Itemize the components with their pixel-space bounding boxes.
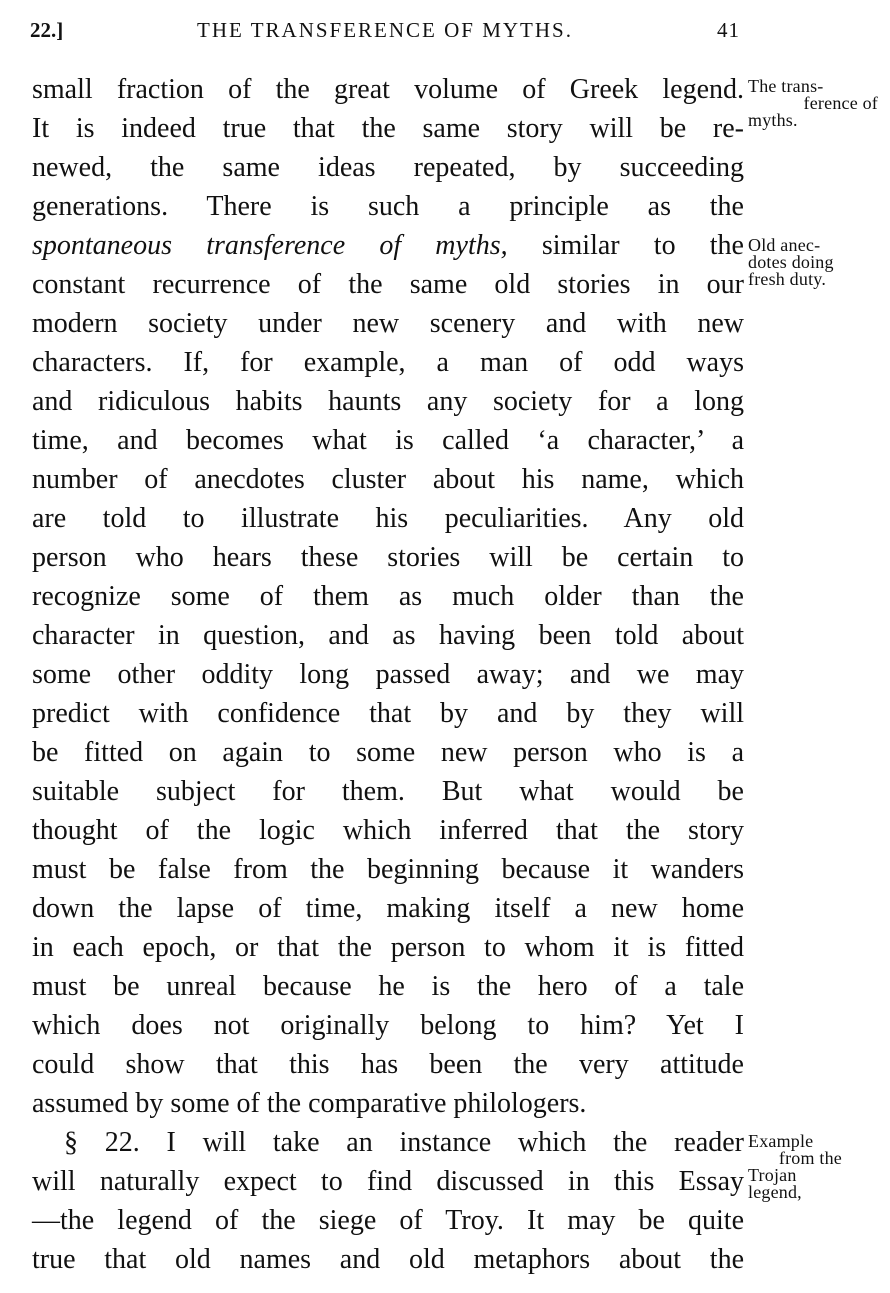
margin-note-transference: [748, 78, 886, 129]
text-line: and ridiculous habits haunts any society for a long: [32, 386, 744, 417]
text-line-mixed: [32, 226, 744, 265]
text-line: generations. There is such a principle as the: [32, 191, 744, 222]
text-line: characters. If, for example, a man of odd ways: [32, 347, 744, 378]
text-line: newed, the same ideas repeated, by succeeding: [32, 152, 744, 183]
text-line: some other oddity long passed away; and we may: [32, 659, 744, 690]
text-line: person who hears these stories will be certain to: [32, 542, 744, 573]
text-line: —the legend of the siege of Troy. It may be quite: [32, 1205, 744, 1236]
text-line: It is indeed true that the same story will be re-: [32, 113, 744, 144]
text-line: in each epoch, or that the person to whom it is fitted: [32, 932, 744, 963]
margin-note-line: from the: [778, 1148, 842, 1168]
margin-note-line: Trojan: [748, 1165, 797, 1185]
text-line: recognize some of them as much older than the: [32, 581, 744, 612]
margin-note-line: legend,: [748, 1182, 802, 1202]
text-line: down the lapse of time, making itself a new home: [32, 893, 744, 924]
running-title: THE TRANSFERENCE OF MYTHS.: [197, 18, 573, 42]
margin-note-line: fresh duty.: [748, 269, 827, 289]
text-line-section-start: § 22. I will take an instance which the reader: [64, 1127, 744, 1158]
margin-note-line: myths.: [748, 110, 798, 130]
margin-note-line: Example: [748, 1131, 814, 1151]
margin-note-anecdotes: [748, 237, 886, 288]
body-text: [32, 70, 744, 1279]
text-line: will naturally expect to find discussed in this Essay: [32, 1166, 744, 1197]
margin-note-line: Old anec-: [748, 235, 821, 255]
text-line: small fraction of the great volume of Greek legend.: [32, 74, 744, 105]
text-line: could show that this has been the very attitude: [32, 1049, 744, 1080]
text-fragment: similar to the: [541, 230, 744, 261]
text-line: time, and becomes what is called ‘a character,’ a: [32, 425, 744, 456]
text-line: must be false from the beginning because it wanders: [32, 854, 744, 885]
page-number: 41: [717, 18, 740, 42]
text-line: predict with confidence that by and by they will: [32, 698, 744, 729]
text-line: are told to illustrate his peculiarities. Any old: [32, 503, 744, 534]
section-number: 22.]: [30, 18, 64, 42]
text-line: must be unreal because he is the hero of a tale: [32, 971, 744, 1002]
margin-note-line: dotes doing: [748, 252, 834, 272]
margin-note-line: The trans-: [748, 76, 824, 96]
text-line: suitable subject for them. But what would be: [32, 776, 744, 807]
text-line: thought of the logic which inferred that the story: [32, 815, 744, 846]
italic-phrase: spontaneous transference of myths,: [32, 230, 508, 261]
text-line: which does not originally belong to him? Yet I: [32, 1010, 744, 1041]
margin-note-trojan: [748, 1133, 886, 1201]
text-line: true that old names and old metaphors about the: [32, 1244, 744, 1275]
text-line: modern society under new scenery and with new: [32, 308, 744, 339]
text-line: character in question, and as having been told about: [32, 620, 744, 651]
margin-note-line: ference of: [803, 93, 878, 113]
text-line: constant recurrence of the same old stories in our: [32, 269, 744, 300]
running-header: [30, 14, 740, 46]
text-line: number of anecdotes cluster about his name, which: [32, 464, 744, 495]
text-line: be fitted on again to some new person who is a: [32, 737, 744, 768]
text-line: assumed by some of the comparative philologers.: [32, 1088, 587, 1119]
